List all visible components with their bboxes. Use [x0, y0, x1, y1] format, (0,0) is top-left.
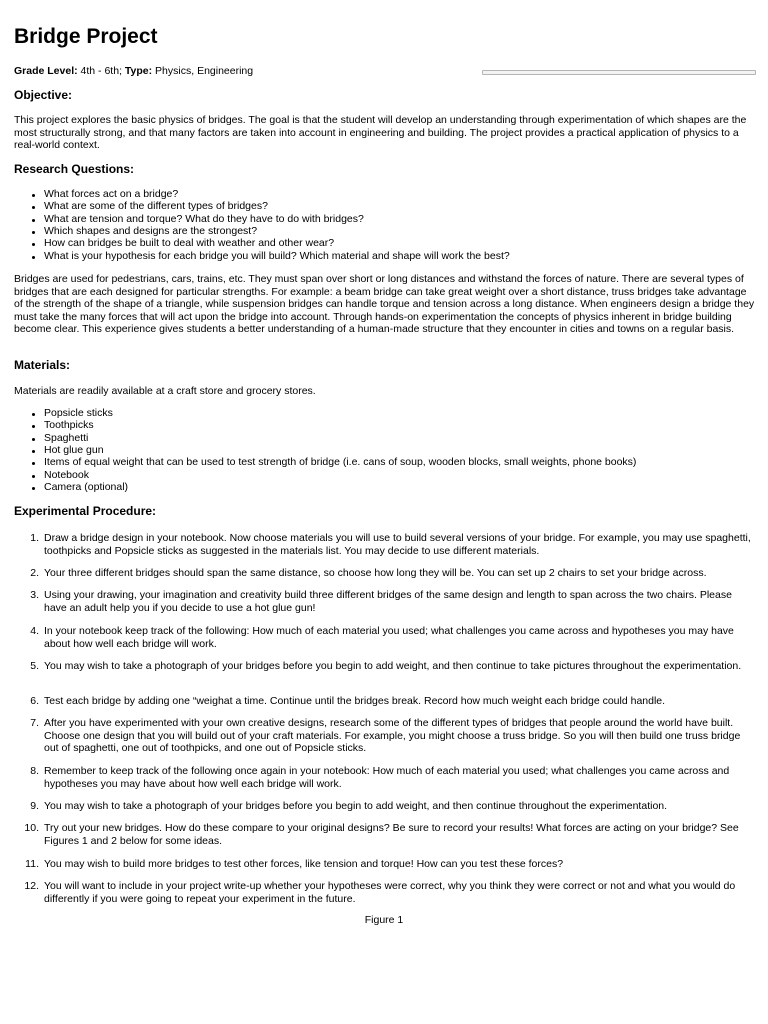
procedure-heading: Experimental Procedure: — [14, 504, 157, 518]
step-text: Try out your new bridges. How do these compare to your original designs? Be sure to record your results! What forces are acting on your bridge? See Figures 1 and 2 below for some ideas. — [44, 822, 739, 847]
list-item: What are tension and torque? What do they have to do with bridges? — [30, 213, 730, 225]
step-text: Using your drawing, your imagination and creativity build three different bridges of the same design and length to span across the two chairs. Please have an adult help you if you decide to use a hot glue gun! — [44, 589, 732, 614]
page-title: Bridge Project — [14, 25, 158, 48]
step-text: In your notebook keep track of the following: How much of each material you used; what challenges you came across and hypotheses you may have about how well each bridge will work. — [44, 625, 734, 650]
materials-list — [30, 407, 730, 493]
step-text: After you have experimented with your own creative designs, research some of the different types of bridges that people around the world have built. Choose one design that you will build out of your craft materials. For example, you might choose a truss bridge. So you will then build one truss bridge out of spaghetti, one out of toothpicks, and one out of Popsicle sticks. — [44, 717, 741, 754]
figure-caption: Figure 1 — [364, 914, 404, 926]
list-item: What are some of the different types of bridges? — [30, 200, 730, 212]
step-text: Remember to keep track of the following once again in your notebook: How much of each material you used; what challenges you came across and hypotheses you may have about how well each bridge will work. — [44, 765, 730, 790]
materials-heading: Materials: — [14, 358, 71, 372]
list-item: How can bridges be built to deal with weather and other wear? — [30, 237, 730, 249]
list-item: Camera (optional) — [30, 481, 730, 493]
step-number: 8. — [30, 765, 39, 777]
step-text: Draw a bridge design in your notebook. Now choose materials you will use to build several versions of your bridge. For example, you may use spaghetti, toothpicks and Popsicle sticks as suggested in the materials list. You may decide to use different materials. — [44, 532, 751, 557]
objective-text: This project explores the basic physics of bridges. The goal is that the student will develop an understanding through experimentation of which shapes are the most structurally strong, and that many factors are taken into account in engineering and building. The project provides a practical application of physics to a real-world context. — [14, 114, 747, 151]
step-number: 11. — [25, 858, 39, 870]
list-item: What forces act on a bridge? — [30, 188, 730, 200]
materials-intro: Materials are readily available at a craft store and grocery stores. — [14, 385, 316, 397]
grade-type-line — [14, 65, 253, 78]
list-item: Which shapes and designs are the strongest? — [30, 225, 730, 237]
research-questions-list — [30, 188, 730, 262]
list-item: Hot glue gun — [30, 444, 730, 456]
step-number: 2. — [30, 567, 39, 579]
step-number: 9. — [30, 800, 39, 812]
type-label: Type: — [124, 65, 153, 77]
step-text: You may wish to take a photograph of your bridges before you begin to add weight, and then continue to take pictures throughout the experimentation. — [44, 660, 742, 672]
step-number: 7. — [30, 717, 39, 729]
step-number: 3. — [30, 589, 39, 601]
step-number: 1. — [30, 532, 39, 544]
list-item: Popsicle sticks — [30, 407, 730, 419]
list-item: Toothpicks — [30, 419, 730, 431]
step-text: You will want to include in your project write-up whether your hypotheses were correct, why you think they were correct or not and what you would do differently if you were going to repeat your experiment in the future. — [44, 880, 736, 905]
type-value: Physics, Engineering — [152, 65, 254, 77]
step-text: Your three different bridges should span the same distance, so choose how long they will be. You can set up 2 chairs to set your bridge across. — [44, 567, 707, 579]
objective-heading: Objective: — [14, 88, 73, 102]
research-heading: Research Questions: — [14, 162, 135, 176]
grade-level-label: Grade Level: — [14, 65, 78, 77]
grade-level-value: 4th - 6th; — [77, 65, 125, 77]
step-text: Test each bridge by adding one “weighat a time. Continue until the bridges break. Record how much weight each bridge could handle. — [44, 695, 666, 707]
header-rule — [482, 70, 756, 75]
step-number: 10. — [24, 822, 39, 834]
list-item: Spaghetti — [30, 432, 730, 444]
step-number: 6. — [30, 695, 39, 707]
research-paragraph: Bridges are used for pedestrians, cars, trains, etc. They must span over short or long distances and withstand the forces of nature. There are several types of bridges that are each designed for particular strengths. For example: a beam bridge can take great weight over a short distance, truss bridges take advantage of the strength of the shape of a triangle, while suspension bridges can handle torque and tension across a long distance. When engineers design a bridge they must take the many forces that will act upon the bridge into account. Through hands-on experimentation the concepts of physics inherent in bridge building become clear. This experience gives students a better understanding of a human-made structure that they encounter in cities and towns on a regular basis. — [14, 273, 755, 335]
step-text: You may wish to take a photograph of your bridges before you begin to add weight, and then continue throughout the experimentation. — [44, 800, 668, 812]
step-number: 12. — [24, 880, 39, 892]
step-number: 4. — [30, 625, 39, 637]
list-item: What is your hypothesis for each bridge you will build? Which material and shape will work the best? — [30, 250, 730, 262]
list-item: Notebook — [30, 469, 730, 481]
list-item: Items of equal weight that can be used to test strength of bridge (i.e. cans of soup, wooden blocks, small weights, phone books) — [30, 456, 730, 468]
step-text: You may wish to build more bridges to test other forces, like tension and torque! How can you test these forces? — [44, 858, 564, 870]
step-number: 5. — [30, 660, 39, 672]
